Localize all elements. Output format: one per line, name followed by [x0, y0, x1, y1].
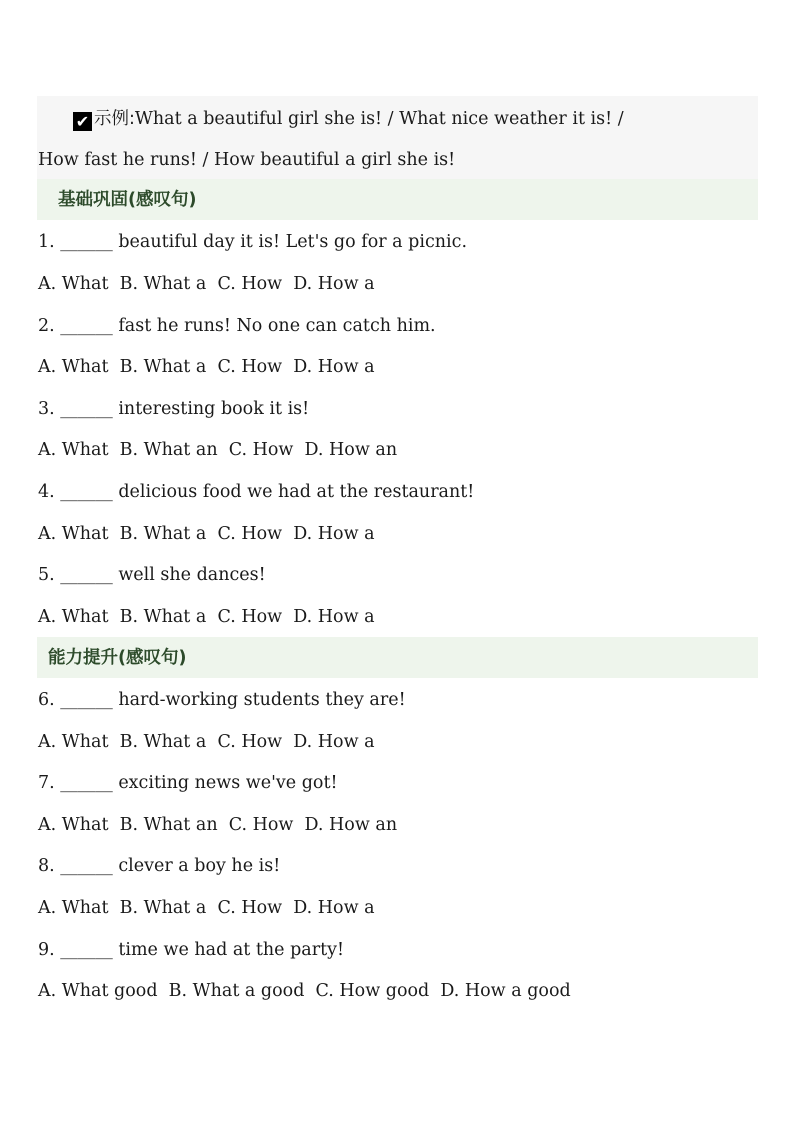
section-header-advanced — [37, 637, 758, 678]
question-2-stem: 2. ______ fast he runs! No one can catch him. — [38, 316, 436, 336]
check-icon: ✔ — [73, 112, 92, 131]
section-title-advanced: 能力提升(感叹句) — [48, 648, 187, 668]
question-5-stem: 5. ______ well she dances! — [38, 565, 266, 585]
example-line-1 — [73, 108, 624, 131]
question-7-stem: 7. ______ exciting news we've got! — [38, 773, 338, 793]
question-1-stem: 1. ______ beautiful day it is! Let's go for a picnic. — [38, 232, 468, 252]
question-8-options: A. What B. What a C. How D. How a — [38, 898, 375, 918]
question-9-options: A. What good B. What a good C. How good D. How a good — [38, 981, 571, 1001]
example-box — [37, 96, 758, 179]
example-text-1: What a beautiful girl she is! / What nice weather it is! / — [134, 109, 624, 129]
question-2-options: A. What B. What a C. How D. How a — [38, 357, 375, 377]
section-title-basic: 基础巩固(感叹句) — [58, 190, 197, 210]
question-9-stem: 9. ______ time we had at the party! — [38, 940, 345, 960]
question-6-options: A. What B. What a C. How D. How a — [38, 732, 375, 752]
question-4-options: A. What B. What a C. How D. How a — [38, 524, 375, 544]
example-line-2: How fast he runs! / How beautiful a girl she is! — [38, 150, 456, 170]
question-6-stem: 6. ______ hard-working students they are! — [38, 690, 406, 710]
question-4-stem: 4. ______ delicious food we had at the restaurant! — [38, 482, 475, 502]
question-5-options: A. What B. What a C. How D. How a — [38, 607, 375, 627]
question-7-options: A. What B. What an C. How D. How an — [38, 815, 398, 835]
section-header-basic — [37, 179, 758, 220]
question-8-stem: 8. ______ clever a boy he is! — [38, 856, 281, 876]
question-3-options: A. What B. What an C. How D. How an — [38, 440, 398, 460]
example-label: 示例: — [94, 109, 135, 129]
question-3-stem: 3. ______ interesting book it is! — [38, 399, 310, 419]
question-1-options: A. What B. What a C. How D. How a — [38, 274, 375, 294]
